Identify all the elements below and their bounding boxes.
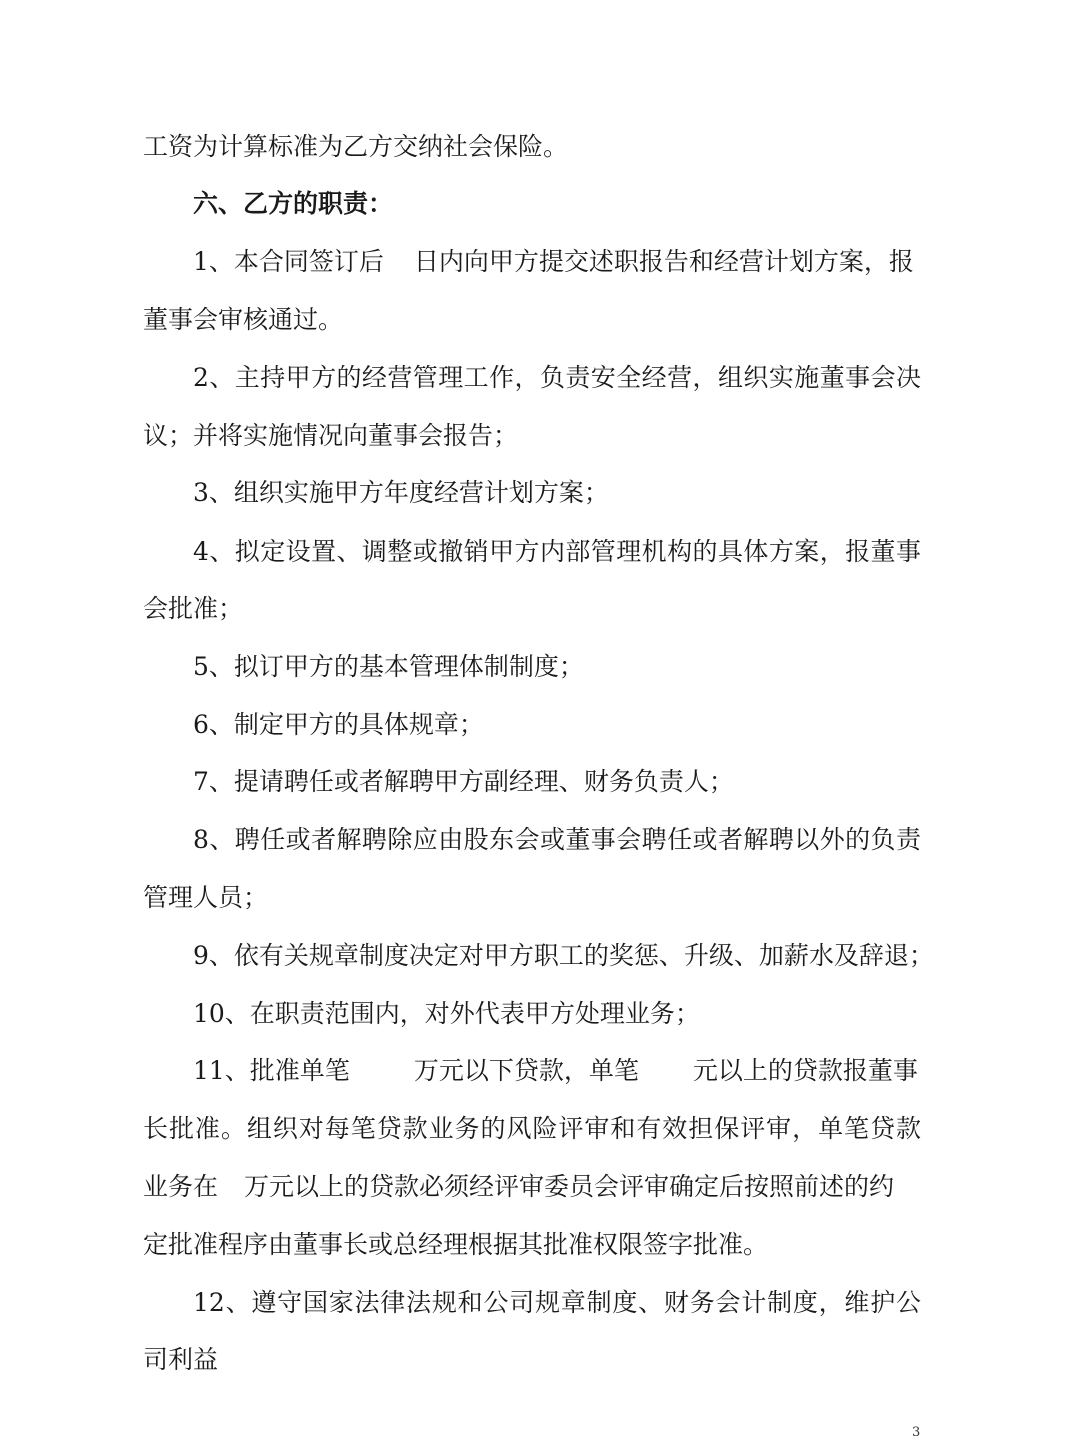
paragraph-line: 4、拟定设置、调整或撤销甲方内部管理机构的具体方案，报董事	[193, 537, 921, 566]
paragraph-line: 议；并将实施情况向董事会报告；	[143, 421, 519, 450]
paragraph-line	[143, 1171, 933, 1203]
paragraph-line: 12、遵守国家法律法规和公司规章制度、财务会计制度，维护公	[193, 1288, 921, 1317]
paragraph-line	[193, 1055, 983, 1087]
text-span: 1、本合同签订后	[193, 247, 384, 276]
text-span: 业务在	[143, 1172, 219, 1201]
page-number: 3	[912, 1425, 921, 1440]
paragraph-line: 2、主持甲方的经营管理工作，负责安全经营，组织实施董事会决	[193, 363, 921, 392]
paragraph-line: 6、制定甲方的具体规章；	[193, 710, 484, 739]
paragraph-line: 9、依有关规章制度决定对甲方职工的奖惩、升级、加薪水及辞退；	[193, 941, 934, 970]
paragraph-line: 8、聘任或者解聘除应由股东会或董事会聘任或者解聘以外的负责	[193, 825, 921, 854]
paragraph-line: 7、提请聘任或者解聘甲方副经理、财务负责人；	[193, 767, 734, 796]
section-heading: 六、乙方的职责：	[193, 189, 394, 218]
paragraph-line: 5、拟订甲方的基本管理体制制度；	[193, 652, 584, 681]
text-span: 日内向甲方提交述职报告和经营计划方案，报	[413, 247, 914, 276]
paragraph-line	[193, 246, 983, 278]
text-span: 万元以下贷款，单笔	[413, 1056, 639, 1085]
paragraph-line: 管理人员；	[143, 883, 269, 912]
paragraph-line: 10、在职责范围内，对外代表甲方处理业务；	[193, 999, 700, 1028]
paragraph-line: 会批准；	[143, 594, 244, 623]
paragraph-line: 董事会审核通过。	[143, 305, 344, 334]
paragraph-line: 定批准程序由董事长或总经理根据其批准权限签字批准。	[143, 1230, 769, 1259]
paragraph-line: 工资为计算标准为乙方交纳社会保险。	[143, 132, 569, 161]
paragraph-line: 司利益	[143, 1345, 219, 1374]
text-span: 11、批准单笔	[193, 1056, 350, 1085]
paragraph-line: 长批准。组织对每笔贷款业务的风险评审和有效担保评审，单笔贷款	[143, 1114, 921, 1143]
paragraph-line: 3、组织实施甲方年度经营计划方案；	[193, 478, 609, 507]
text-span: 万元以上的贷款必须经评审委员会评审确定后按照前述的约	[244, 1172, 895, 1201]
text-span: 元以上的贷款报董事	[692, 1056, 918, 1085]
